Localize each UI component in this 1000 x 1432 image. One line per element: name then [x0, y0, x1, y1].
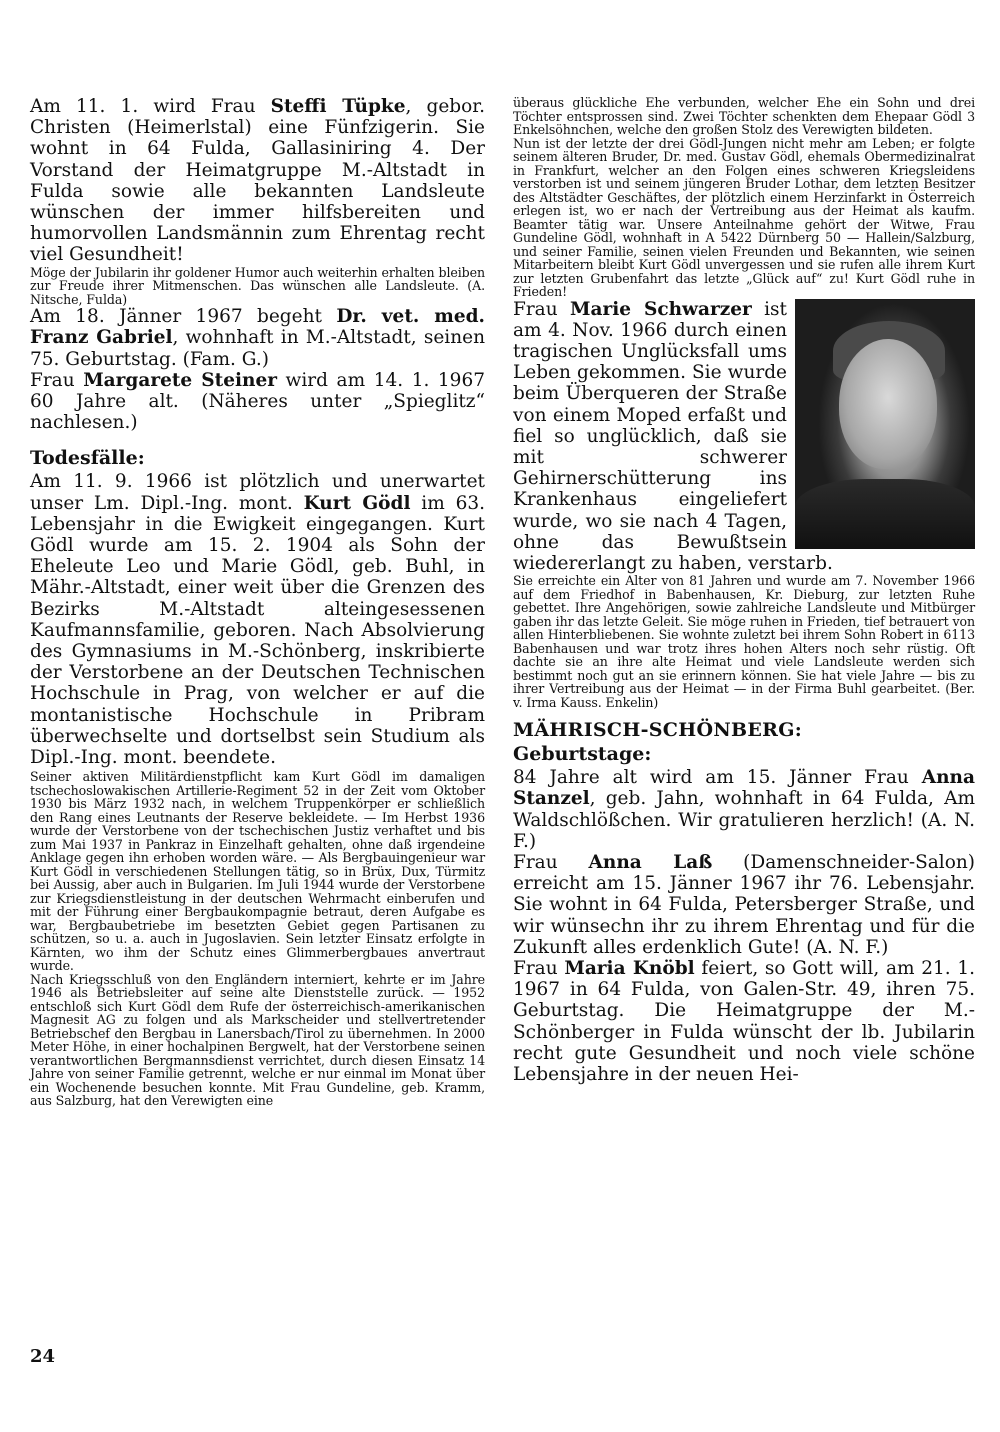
- person-name: Kurt Gödl: [303, 492, 411, 514]
- person-name: Anna Stanzel: [513, 767, 975, 810]
- obituary-goedl-brothers: Nun ist der letzte der drei Gödl-Jungen nicht mehr am Leben; er folgte seinem älteren Bruder, Dr. med. Gustav Gödl, ehemals Obermedizinalrat in Frankfurt, welcher an den Folgen eines schweren Kriegsleidens verstorben ist und seinem jüngeren Bruder Lothar, dem letzten Besitzer des Altstädter Geschäftes, der plötzlich einem Herzinfarkt in Österreich erlegen ist, wo er nach der Vertreibung aus der Heimat als kaufm. Beamter tätig war. Unsere Anteilnahme gehört der Witwe, Frau Gundeline Gödl, wohnhaft in A 5422 Dürnberg 50 — Hallein/Salzburg, und seiner Familie, seinen vielen Freunden und Bekannten, wie seinen Mitarbeitern bleibt Kurt Gödl unvergessen und sie rufen alle ihrem Kurt zur letzten Grubenfahrt das letzte „Glück auf“ zu! Kurt Gödl ruhe in Frieden!: [513, 135, 975, 299]
- person-name: Maria Knöbl: [564, 957, 695, 979]
- section-title: MÄHRISCH-SCHÖNBERG:: [513, 719, 803, 742]
- notice-steiner: Frau Margarete Steiner wird am 14. 1. 1967 60 Jahre alt. (Näheres unter „Spieglitz“ nachlesen.): [30, 369, 485, 434]
- person-name: Anna Laß: [588, 851, 713, 873]
- notice-tuepke-wish: Möge der Jubilarin ihr goldener Humor auch weiterhin erhalten bleiben zur Freude ihrer Mitmenschen. Das wünschen alle Landsleute. (A. Nitsche, Fulda): [30, 264, 485, 307]
- notice-tuepke: Am 11. 1. wird Frau Steffi Tüpke, gebor. Christen (Heimerlstal) eine Fünfzigerin. Sie wohnt in 64 Fulda, Gallasiniring 4. Der Vorstand der Heimatgruppe M.-Altstadt in Fulda sowie alle bekannten Landsleute wünschen der immer hilfsbereiten und humorvollen Landsmännin zum Ehrentag recht viel Gesundheit!: [30, 96, 485, 266]
- portrait-photo: [795, 299, 975, 549]
- page-number: 24: [30, 1346, 56, 1367]
- notice-knoebl: Frau Maria Knöbl feiert, so Gott will, am 21. 1. 1967 in 64 Fulda, von Galen-Str. 49, ihren 75. Geburtstag. Die Heimatgruppe der M.-Schönberger in Fulda wünscht der lb. Jubilarin recht gute Gesundheit und noch viele schöne Lebensjahre in der neuen Hei-: [513, 957, 976, 1085]
- person-name: Dr. vet. med. Franz Gabriel: [30, 306, 485, 349]
- person-name: Steffi Tüpke: [270, 96, 406, 117]
- obituary-schwarzer-text: Frau Marie Schwarzer ist am 4. Nov. 1966 durch einen tragischen Unglücksfall ums Leben gekommen. Sie wurde beim Überqueren der Straße von einem Moped erfaßt und fiel so unglücklich, daß sie mit schwerer Gehirnerschütterung ins Krankenhaus eingeliefert wurde, wo sie nach 4 Tagen, ohne das Bewußtsein wiedererlangt zu haben, verstarb.: [513, 298, 833, 574]
- notice-stanzel: 84 Jahre alt wird am 15. Jänner Frau Anna Stanzel, geb. Jahn, wohnhaft in 64 Fulda, Am Waldschlößchen. Wir gratulieren herzlich! (A. N. F.): [513, 767, 975, 852]
- person-name: Marie Schwarzer: [570, 298, 752, 320]
- left-column: [30, 96, 485, 1108]
- notice-lass: Frau Anna Laß (Damenschneider-Salon) erreicht am 15. Jänner 1967 ihr 76. Lebensjahr. Sie wohnt in 64 Fulda, Petersberger Straße, und wir wünsechn ihr zu ihrem Ehrentag und für die Zukunft alles erdenklich Gute! (A. N. F.): [513, 851, 975, 958]
- obituary-schwarzer-details: Sie erreichte ein Alter von 81 Jahren und wurde am 7. November 1966 auf dem Friedhof in Babenhausen, Kr. Dieburg, zur letzten Ruhe gebettet. Ihre Angehörigen, sowie zahlreiche Landsleute und Mitbürger gaben ihr das letzte Geleit. Sie möge ruhen in Frieden, tief betrauert von allen Hinterbliebenen. Sie wohnte zuletzt bei ihrem Sohn Robert in 6113 Babenhausen und war trotz ihres hohen Alters noch sehr rüstig. Oft dachte sie an ihre alte Heimat und viele Landsleute werden sich bestimmt noch gut an sie erinnern können. Sie hat viele Jahre — bis zu ihrer Vertreibung aus der Heimat — in der Firma Buhl gearbeitet. (Ber. v. Irma Kauss. Enkelin): [513, 573, 975, 710]
- notice-gabriel: Am 18. Jänner 1967 begeht Dr. vet. med. Franz Gabriel, wohnhaft in M.-Altstadt, seinen 75. Geburtstag. (Fam. G.): [30, 306, 485, 370]
- section-heading-birthdays: Geburtstage:: [513, 743, 652, 766]
- obituary-goedl-family: überaus glückliche Ehe verbunden, welcher Ehe ein Sohn und drei Töchter entsprossen sind. Zwei Töchter schenkten dem Ehepaar Gödl 3 Enkelsöhnchen, welche den großen Stolz des Verewigten bildeten.: [513, 95, 975, 137]
- obituary-goedl-career: Nach Kriegsschluß von den Engländern interniert, kehrte er im Jahre 1946 als Betriebsleiter auf seine alte Dienststelle zurück. — 1952 entschloß sich Kurt Gödl dem Rufe der österreichisch-amerikanischen Magnesit AG zu folgen und als Markscheider und stellvertretender Betriebschef den Bergbau in Lanersbach/Tirol zu übernehmen. In 2000 Meter Höhe, in einer hochalpinen Bergwelt, hat der Verstorbene seinen verantwortlichen Bergmannsdienst verrichtet, durch diesen Einsatz 14 Jahre von seiner Familie getrennt, welche er nur einmal im Monat über ein Wochenende besuchen konnte. Mit Frau Gundeline, geb. Kramm, aus Salzburg, hat den Verewigten eine: [30, 971, 485, 1109]
- obituary-goedl-military: Seiner aktiven Militärdienstpflicht kam Kurt Gödl im damaligen tschechoslowakischen Artillerie-Regiment 52 in der Zeit vom Oktober 1930 bis März 1932 nach, in welchem Truppenkörper er schließlich den Rang eines Leutnants der Reserve bekleidete. — Im Herbst 1936 wurde der Verstorbene von der tschechischen Justiz verhaftet und bis zum Mai 1937 in Pankraz in Einzelhaft gehalten, ohne daß irgendeine Anklage gegen ihn erhoben worden wäre. — Als Bergbauingenieur war Kurt Gödl in verschiedenen Stellungen tätig, so in Brüx, Dux, Türmitz bei Aussig, aber auch in Bulgarien. Im Juli 1944 wurde der Verstorbene zur Kriegsdienstleistung in der deutschen Wehrmacht einberufen und mit der Führung einer Bergbaukompagnie betraut, deren Aufgabe es war, Bergbaubetriebe im besetzten Gebiet gegen Partisanen zu schützen, so u. a. auch in Jugoslavien. Sein letzter Einsatz erfolgte in Kärnten, wo ihm der Schutz eines Glimmerbergbaues anvertraut wurde.: [30, 769, 485, 974]
- section-heading-deaths: Todesfälle:: [30, 447, 145, 470]
- obituary-schwarzer: [513, 299, 975, 575]
- right-column: [513, 96, 975, 1085]
- obituary-goedl: Am 11. 9. 1966 ist plötzlich und unerwartet unser Lm. Dipl.-Ing. mont. Kurt Gödl im 63. Lebensjahr in die Ewigkeit eingegangen. Kurt Gödl wurde am 15. 2. 1904 als Sohn der Eheleute Leo und Marie Gödl, geb. Buhl, in Mähr.-Altstadt, einer weit über die Grenzen des Bezirks M.-Altstadt alteingesessenen Kaufmannsfamilie, geboren. Nach Absolvierung des Gymnasiums in M.-Schönberg, inskribierte der Verstorbene an der Deutschen Technischen Hochschule in Prag, von welcher er auf die montanistische Hochschule in Pribram überwechselte und dortselbst sein Studium als Dipl.-Ing. mont. beendete.: [30, 471, 485, 768]
- person-name: Margarete Steiner: [83, 369, 277, 391]
